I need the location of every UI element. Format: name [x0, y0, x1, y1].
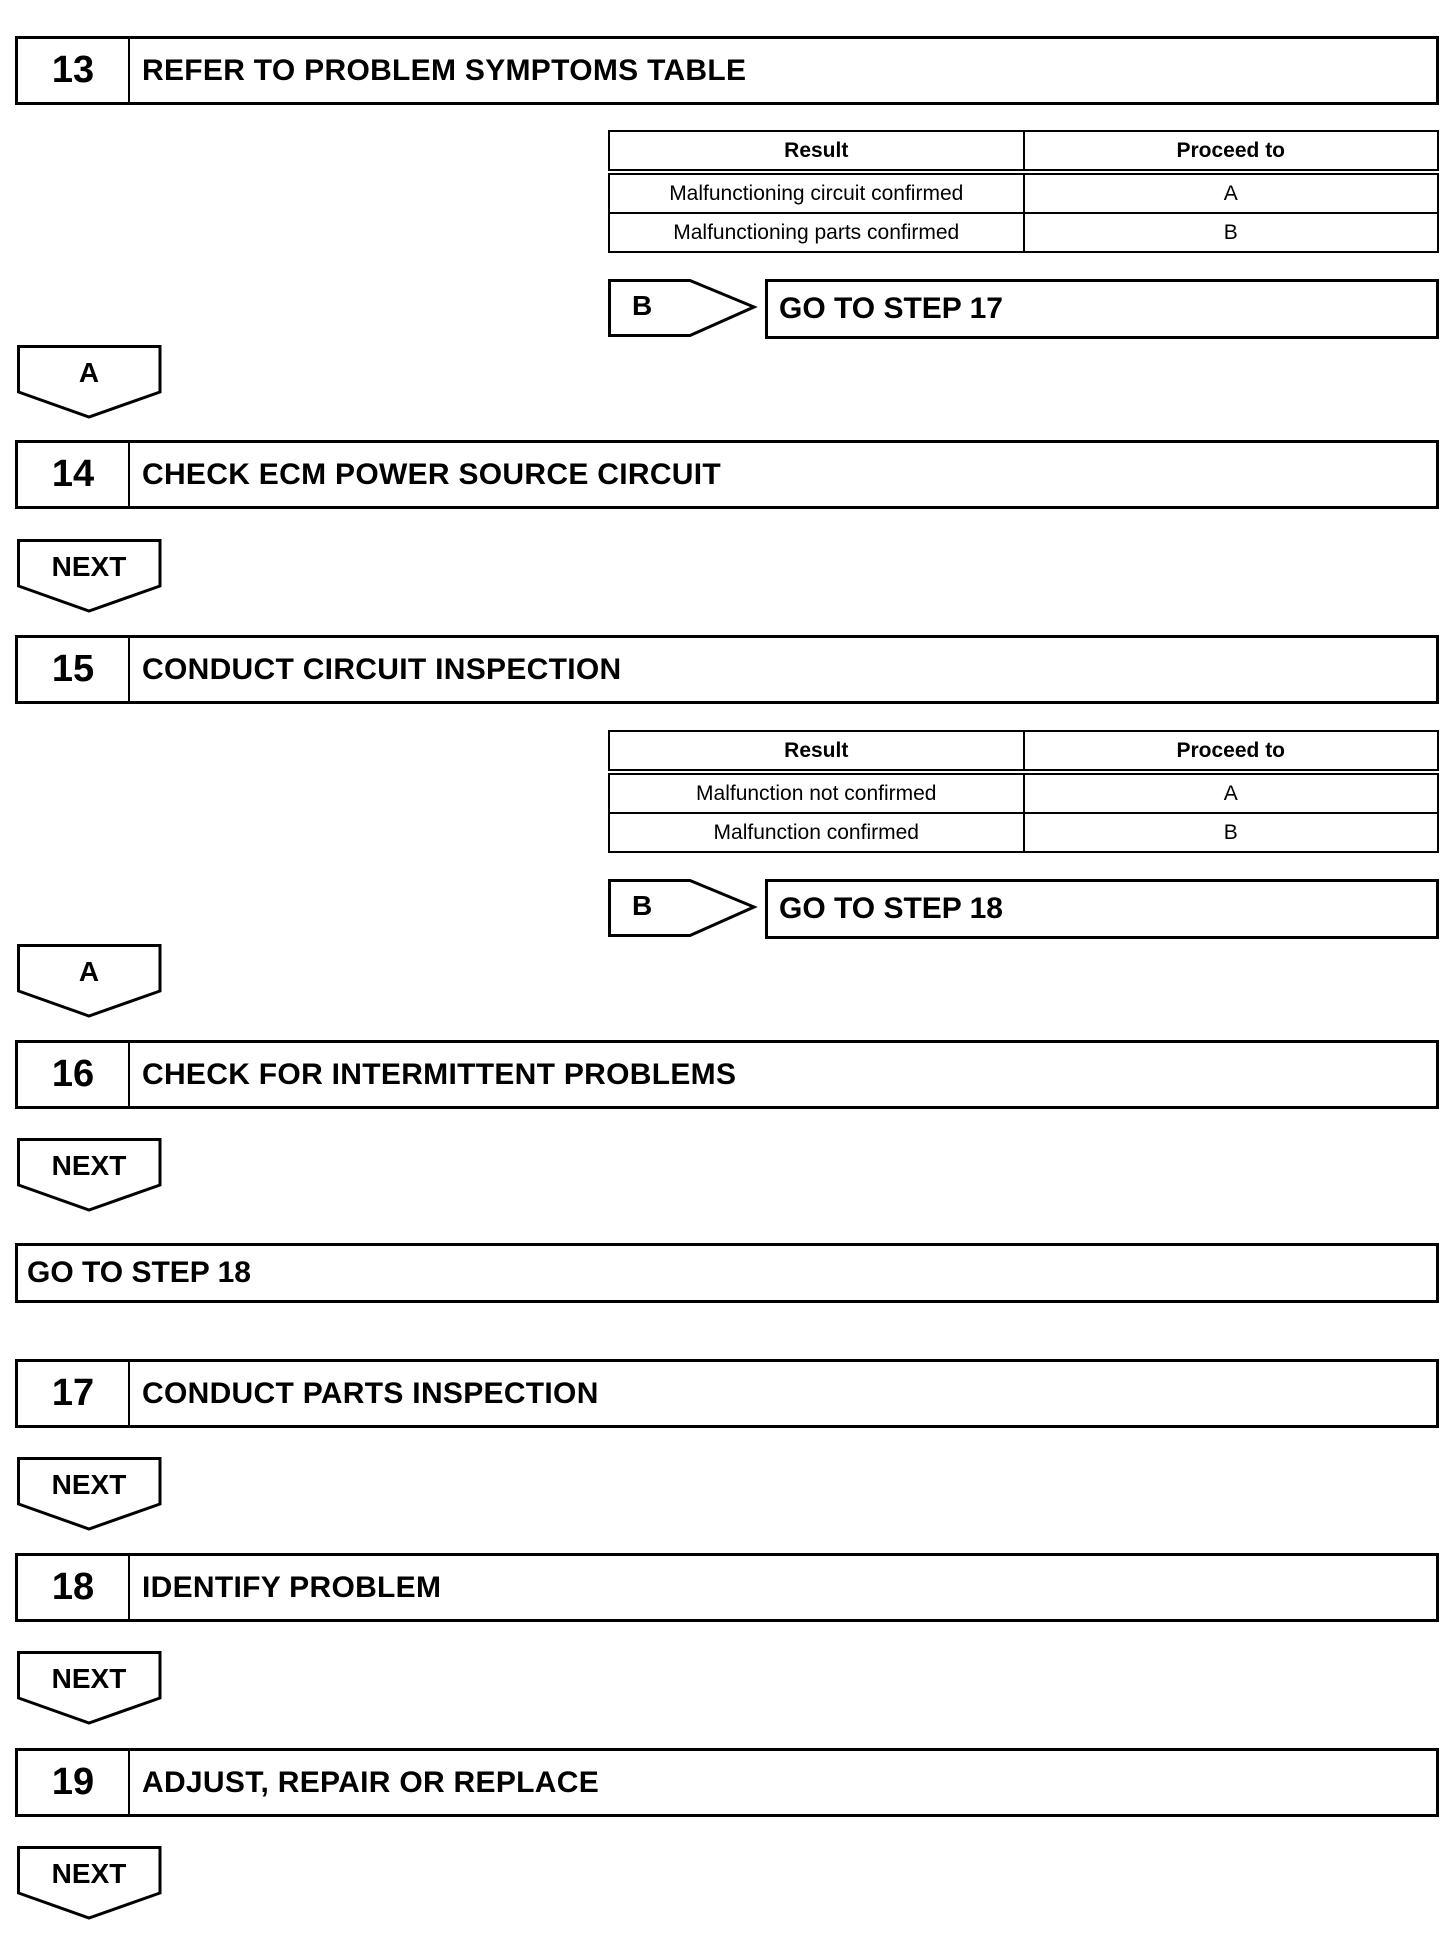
result-table-13 — [608, 130, 1439, 253]
step-title: CHECK ECM POWER SOURCE CIRCUIT — [142, 457, 722, 491]
next-label: NEXT — [51, 1858, 127, 1889]
goto-text: GO TO STEP 17 — [779, 292, 1003, 325]
result-cell: Malfunctioning circuit confirmed — [609, 172, 1024, 213]
branch-b-arrow — [608, 879, 756, 937]
proceed-header: Proceed to — [1024, 131, 1439, 172]
next-label: NEXT — [51, 1469, 127, 1500]
proceed-cell: A — [1024, 172, 1439, 213]
step-18 — [15, 1553, 1439, 1622]
step-13 — [15, 36, 1439, 105]
step-number: 14 — [18, 443, 130, 506]
goto-text: GO TO STEP 18 — [779, 892, 1003, 925]
step-number: 17 — [18, 1362, 130, 1425]
step-number: 16 — [18, 1043, 130, 1106]
table-row — [609, 213, 1438, 252]
right-arrow-icon — [608, 879, 756, 937]
step-17 — [15, 1359, 1439, 1428]
branch-label: A — [78, 956, 100, 987]
branch-label: B — [632, 290, 653, 321]
table-row — [609, 813, 1438, 852]
result-header: Result — [609, 731, 1024, 772]
proceed-cell: B — [1024, 813, 1439, 852]
proceed-header: Proceed to — [1024, 731, 1439, 772]
proceed-cell: A — [1024, 772, 1439, 813]
next-arrow — [17, 539, 165, 615]
goto-step-18-box — [15, 1243, 1439, 1303]
step-15 — [15, 635, 1439, 704]
goto-step-17 — [765, 279, 1439, 339]
step-title: CONDUCT CIRCUIT INSPECTION — [142, 652, 622, 686]
step-number: 19 — [18, 1751, 130, 1814]
step-19 — [15, 1748, 1439, 1817]
next-arrow — [17, 1846, 165, 1922]
step-14 — [15, 440, 1439, 509]
next-arrow — [17, 1457, 165, 1533]
next-label: NEXT — [51, 551, 127, 582]
goto-step-18 — [765, 879, 1439, 939]
branch-a-arrow — [17, 345, 165, 421]
next-arrow — [17, 1138, 165, 1214]
result-cell: Malfunction not confirmed — [609, 772, 1024, 813]
step-title: CHECK FOR INTERMITTENT PROBLEMS — [142, 1057, 737, 1091]
goto-text: GO TO STEP 18 — [27, 1256, 251, 1289]
step-number: 18 — [18, 1556, 130, 1619]
step-title: IDENTIFY PROBLEM — [142, 1570, 442, 1604]
step-number: 15 — [18, 638, 130, 701]
branch-b-arrow — [608, 279, 756, 337]
step-title: CONDUCT PARTS INSPECTION — [142, 1376, 599, 1410]
branch-a-arrow — [17, 944, 165, 1020]
table-row — [609, 772, 1438, 813]
branch-label: B — [632, 890, 653, 921]
next-label: NEXT — [51, 1663, 127, 1694]
table-row — [609, 172, 1438, 213]
step-16 — [15, 1040, 1439, 1109]
next-arrow — [17, 1651, 165, 1727]
right-arrow-icon — [608, 279, 756, 337]
step-title: ADJUST, REPAIR OR REPLACE — [142, 1765, 600, 1799]
result-table-15 — [608, 730, 1439, 853]
next-label: NEXT — [51, 1150, 127, 1181]
proceed-cell: B — [1024, 213, 1439, 252]
result-cell: Malfunctioning parts confirmed — [609, 213, 1024, 252]
result-cell: Malfunction confirmed — [609, 813, 1024, 852]
step-number: 13 — [18, 39, 130, 102]
branch-label: A — [78, 357, 100, 388]
result-header: Result — [609, 131, 1024, 172]
step-title: REFER TO PROBLEM SYMPTOMS TABLE — [142, 53, 747, 87]
